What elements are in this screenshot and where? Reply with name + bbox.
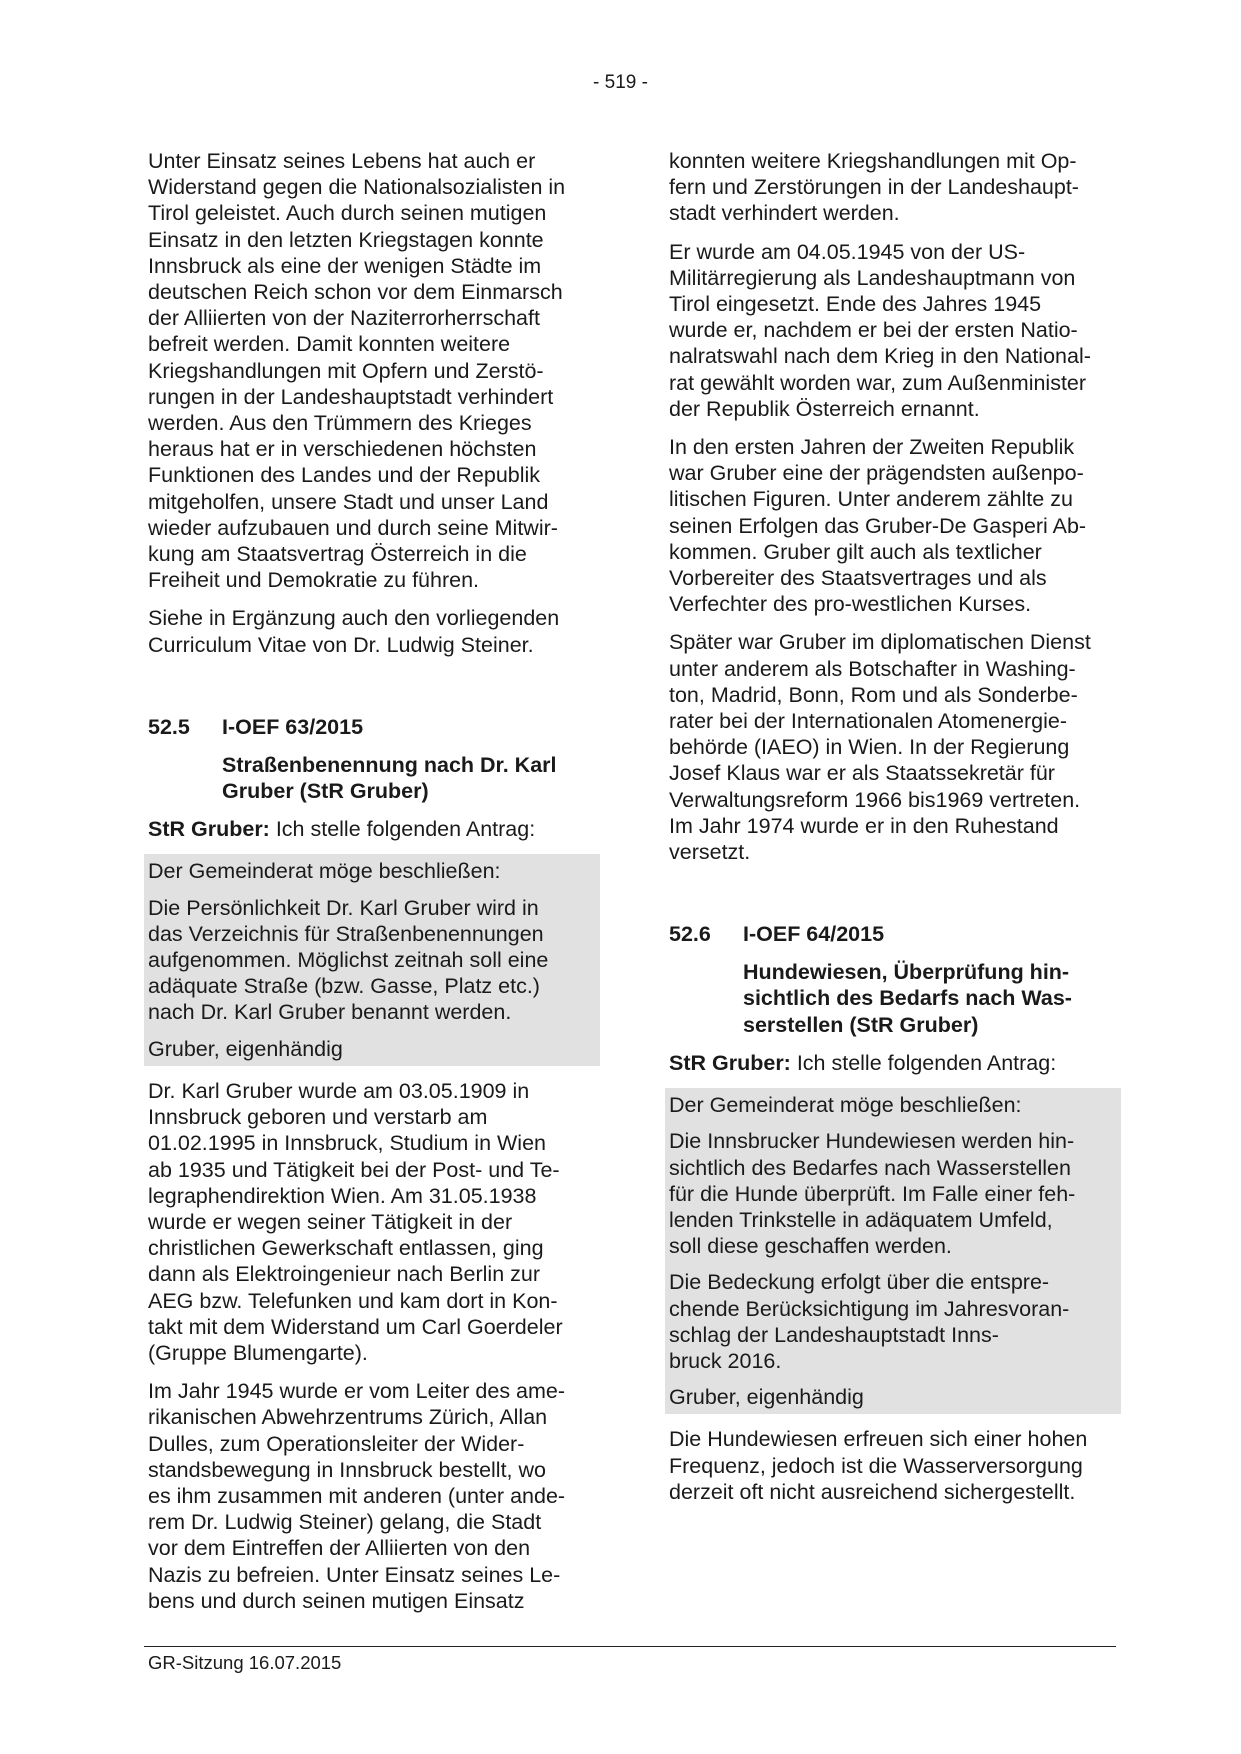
motion-body: Die Persönlichkeit Dr. Karl Gruber wird in das Verzeichnis für Straßenbenennungen aufgenommen. Möglichst zeitnah soll eine adäquate Straße (bzw. Gasse, Platz etc.) nach Dr. Karl Gruber benannt werden. bbox=[148, 895, 549, 1025]
motion-box bbox=[144, 854, 600, 1065]
footer-text: GR-Sitzung 16.07.2015 bbox=[148, 1652, 342, 1673]
footer-divider bbox=[144, 1646, 1116, 1647]
motion-intro: Der Gemeinderat möge beschließen: bbox=[148, 859, 501, 884]
motion-body: Die Innsbrucker Hundewiesen werden hin- sichtlich des Bedarfes nach Wasserstellen für die Hunde überprüft. Im Falle einer feh- lenden Trinkstelle in adäquatem Umfeld, soll diese geschaffen werden. bbox=[669, 1129, 1076, 1259]
motion-speaker: StR Gruber: bbox=[669, 1050, 791, 1075]
motion-signature: Gruber, eigenhändig bbox=[148, 1036, 343, 1061]
motion-line bbox=[148, 816, 600, 842]
section-code: I-OEF 64/2015 bbox=[743, 922, 885, 947]
section-heading-52-5 bbox=[148, 714, 600, 740]
motion-signature: Gruber, eigenhändig bbox=[669, 1385, 864, 1410]
paragraph: In den ersten Jahren der Zweiten Republik war Gruber eine der prägendsten außenpo- litischen Figuren. Unter anderem zählte zu seinen Erfolgen das Gruber-De Gasperi Ab- kommen. Gruber gilt auch als textlicher Vorbereiter des Staatsvertrages und als Verfechter des pro-westlichen Kurses. bbox=[669, 435, 1087, 617]
motion-body: Die Bedeckung erfolgt über die entspre- chende Berücksichtigung im Jahresvoran- schlag der Landeshauptstadt Inns- bruck 2016. bbox=[669, 1270, 1070, 1373]
motion-line bbox=[669, 1050, 1121, 1076]
paragraph: Dr. Karl Gruber wurde am 03.05.1909 in Innsbruck geboren und verstarb am 01.02.1995 in Innsbruck, Studium in Wien ab 1935 und Tätigkeit bei der Post- und Te- legraphendirektion Wien. Am 31.05.1938 wurde er wegen seiner Tätigkeit in der christlichen Gewerkschaft entlassen, ging dann als Elektroingenieur nach Berlin zur AEG bzw. Telefunken und kam dort in Kon- takt mit dem Widerstand um Carl Goerdeler (Gruppe Blumengarte). bbox=[148, 1078, 563, 1365]
paragraph: Siehe in Ergänzung auch den vorliegenden Curriculum Vitae von Dr. Ludwig Steiner. bbox=[148, 606, 560, 657]
motion-box bbox=[665, 1088, 1121, 1414]
section-number: 52.5 bbox=[148, 714, 190, 739]
paragraph: Er wurde am 04.05.1945 von der US- Militärregierung als Landeshauptmann von Tirol eingesetzt. Ende des Jahres 1945 wurde er, nachdem er bei der ersten Natio- nalratswahl nach dem Krieg in den National- rat gewählt worden war, zum Außenminister der Republik Österreich ernannt. bbox=[669, 239, 1091, 421]
paragraph: Die Hundewiesen erfreuen sich einer hohen Frequenz, jedoch ist die Wasserversorgung derzeit oft nicht ausreichend sichergestellt. bbox=[669, 1427, 1088, 1504]
right-column bbox=[665, 148, 1121, 1517]
paragraph: Unter Einsatz seines Lebens hat auch er Widerstand gegen die Nationalsozialisten in Tirol geleistet. Auch durch seinen mutigen Einsatz in den letzten Kriegstagen konnte Innsbruck als eine der wenigen Städte im deutschen Reich schon vor dem Einmarsch der Alliierten von der Naziterrorherrschaft befreit werden. Damit konnten weitere Kriegshandlungen mit Opfern und Zerstö- rungen in der Landeshauptstadt verhindert werden. Aus den Trümmern des Krieges heraus hat er in verschiedenen höchsten Funktionen des Landes und der Republik mitgeholfen, unsere Stadt und unser Land wieder aufzubauen und durch seine Mitwir- kung am Staatsvertrag Österreich in die Freiheit und Demokratie zu führen. bbox=[148, 149, 566, 593]
motion-speaker: StR Gruber: bbox=[148, 817, 270, 842]
paragraph: Im Jahr 1945 wurde er vom Leiter des ame- rikanischen Abwehrzentrums Zürich, Allan Dulles, zum Operationsleiter der Wider- standsbewegung in Innsbruck bestellt, wo es ihm zusammen mit anderen (unter ande- rem Dr. Ludwig Steiner) gelang, die Stadt vor dem Eintreffen der Alliierten von den Nazis zu befreien. Unter Einsatz seines Le- bens und durch seinen mutigen Einsatz bbox=[148, 1379, 566, 1613]
section-heading-52-6 bbox=[669, 921, 1121, 947]
paragraph: konnten weitere Kriegshandlungen mit Op- fern und Zerstörungen in der Landeshaupt- stadt verhindert werden. bbox=[669, 149, 1079, 226]
left-column bbox=[144, 148, 600, 1626]
motion-text: Ich stelle folgenden Antrag: bbox=[790, 1050, 1057, 1075]
section-number: 52.6 bbox=[669, 922, 711, 947]
motion-text: Ich stelle folgenden Antrag: bbox=[269, 817, 536, 842]
section-title: Straßenbenennung nach Dr. Karl Gruber (StR Gruber) bbox=[222, 752, 557, 804]
section-title: Hundewiesen, Überprüfung hin- sichtlich des Bedarfs nach Was- serstellen (StR Gruber) bbox=[743, 960, 1072, 1037]
paragraph: Später war Gruber im diplomatischen Dienst unter anderem als Botschafter in Washing- ton, Madrid, Bonn, Rom und als Sonderbe- rater bei der Internationalen Atomenergie- behörde (IAEO) in Wien. In der Regierung Josef Klaus war er als Staatssekretär für Verwaltungsreform 1966 bis1969 vertreten. Im Jahr 1974 wurde er in den Ruhestand versetzt. bbox=[669, 630, 1091, 865]
motion-intro: Der Gemeinderat möge beschließen: bbox=[669, 1093, 1022, 1118]
section-code: I-OEF 63/2015 bbox=[222, 714, 364, 739]
page-number: - 519 - bbox=[593, 72, 648, 93]
